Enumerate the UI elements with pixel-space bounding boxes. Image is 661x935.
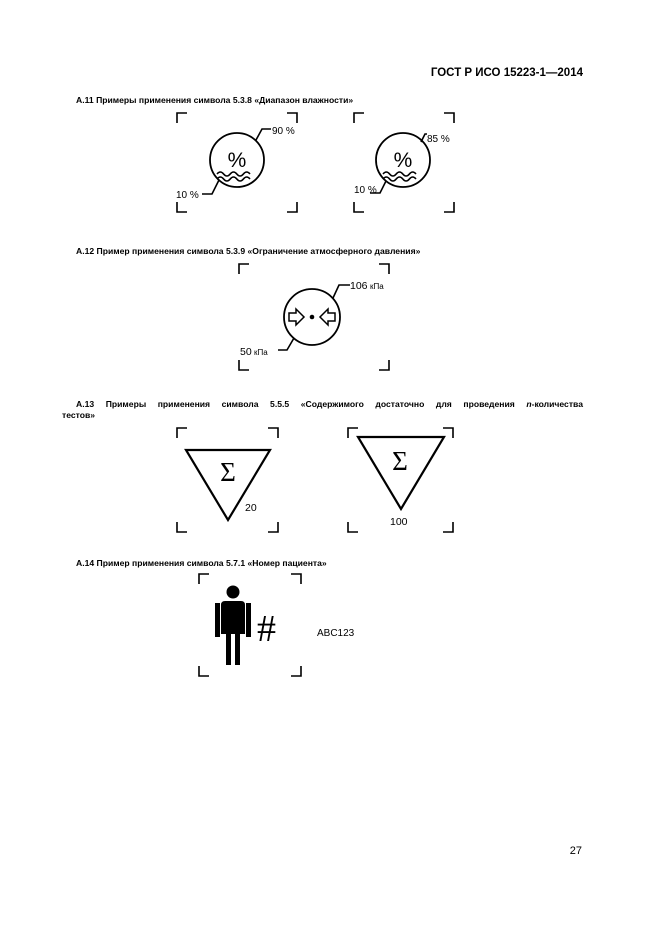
percent-symbol: %: [227, 149, 247, 172]
section-a13-title: А.13 Примеры применения символа 5.5.5 «Содержимого достаточно для проведения n-количества: [76, 399, 583, 409]
section-a14-title: А.14 Пример применения символа 5.7.1 «Номер пациента»: [76, 558, 327, 568]
humidity-lower-limit: 10 %: [354, 185, 377, 196]
tests-count: 100: [390, 516, 408, 528]
section-a13-title-cont: тестов»: [62, 410, 96, 420]
percent-symbol: %: [393, 149, 413, 172]
pressure-lower-value: 50: [240, 346, 252, 358]
sigma-symbol: Σ: [220, 457, 236, 487]
hash-symbol: #: [257, 608, 276, 650]
section-a12-title: А.12 Пример применения символа 5.3.9 «Ограничение атмосферного давления»: [76, 246, 421, 256]
tests-count: 20: [245, 502, 257, 514]
sigma-symbol: Σ: [392, 446, 408, 476]
humidity-icon: [176, 126, 295, 201]
humidity-lower-limit: 10 %: [176, 190, 199, 201]
humidity-icon: [354, 133, 450, 196]
patient-number: ABC123: [317, 628, 355, 639]
sigma-triangle-icon: [358, 437, 444, 528]
sigma-triangle-icon: [186, 450, 270, 520]
pressure-upper-value: 106: [350, 280, 368, 292]
pressure-upper-unit: кПа: [370, 282, 384, 291]
patient-icon: [215, 586, 355, 666]
section-a11-title: А.11 Примеры применения символа 5.3.8 «Диапазон влажности»: [76, 95, 354, 105]
pressure-lower-unit: кПа: [254, 348, 268, 357]
page-number: 27: [569, 845, 582, 857]
humidity-upper-limit: 85 %: [427, 134, 450, 145]
document-header: ГОСТ Р ИСО 15223-1—2014: [430, 67, 583, 79]
humidity-upper-limit: 90 %: [272, 126, 295, 137]
atmospheric-pressure-icon: [240, 280, 384, 358]
